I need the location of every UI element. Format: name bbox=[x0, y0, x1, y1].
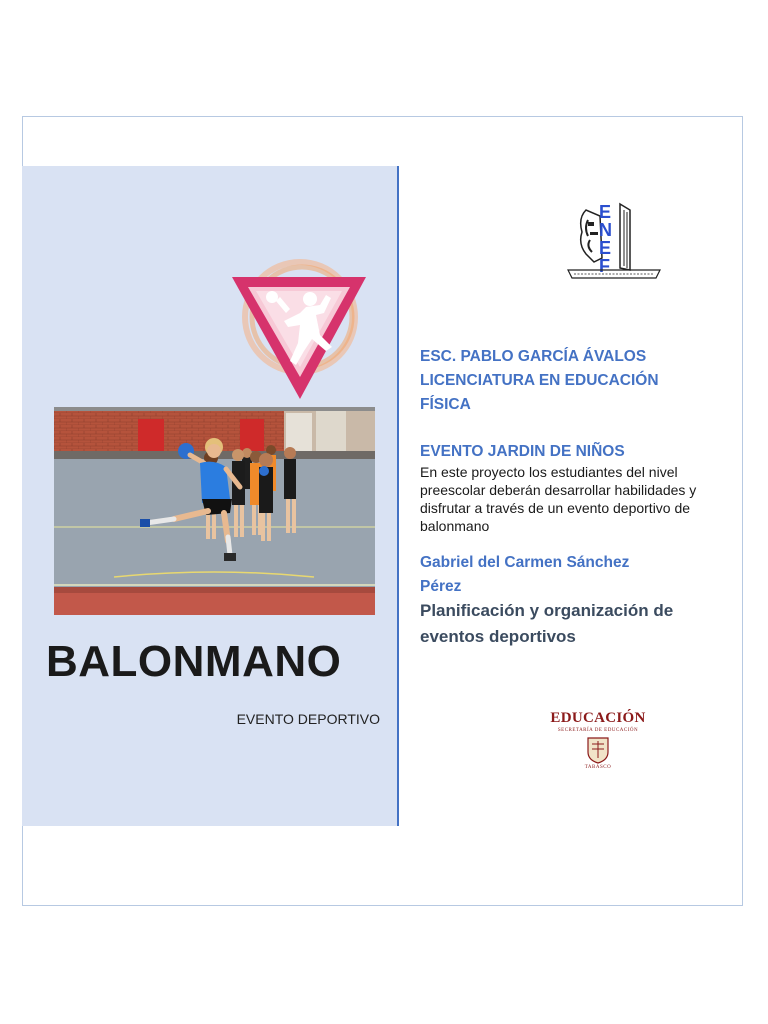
author-line-1: Gabriel del Carmen Sánchez bbox=[420, 554, 630, 571]
education-logo-state: TABASCO bbox=[584, 765, 612, 770]
handball-photo bbox=[54, 407, 375, 615]
cover-title: BALONMANO bbox=[46, 637, 342, 686]
school-line-3: FÍSICA bbox=[420, 396, 471, 413]
handball-logo-icon bbox=[228, 255, 368, 403]
cover-subtitle: EVENTO DEPORTIVO bbox=[236, 711, 380, 727]
enef-letter-f: F bbox=[599, 256, 610, 276]
course-line-2: eventos deportivos bbox=[420, 627, 576, 646]
enef-logo-icon bbox=[564, 196, 664, 284]
enef-letter-e2: E bbox=[599, 238, 612, 258]
school-line-1: ESC. PABLO GARCÍA ÁVALOS bbox=[420, 348, 647, 365]
event-title: EVENTO JARDIN DE NIÑOS bbox=[420, 443, 625, 460]
author-name bbox=[420, 551, 740, 599]
education-logo-word: EDUCACIÓN bbox=[550, 710, 646, 726]
education-logo bbox=[546, 710, 650, 782]
course-line-1: Planificación y organización de bbox=[420, 601, 674, 620]
enef-letter-n: N bbox=[599, 220, 612, 240]
enef-letter-e: E bbox=[599, 202, 612, 222]
school-name bbox=[420, 345, 740, 417]
education-logo-subtext: SECRETARÍA DE EDUCACIÓN bbox=[557, 728, 639, 733]
tabasco-shield-icon bbox=[586, 736, 610, 764]
event-description: En este proyecto los estudiantes del nivel preescolar deberán desarrollar habilidades y disfrutar a través de un evento deportivo de balonmano bbox=[420, 464, 697, 534]
course-name bbox=[420, 598, 740, 650]
author-line-2: Pérez bbox=[420, 578, 462, 595]
school-line-2: LICENCIATURA EN EDUCACIÓN bbox=[420, 372, 659, 389]
